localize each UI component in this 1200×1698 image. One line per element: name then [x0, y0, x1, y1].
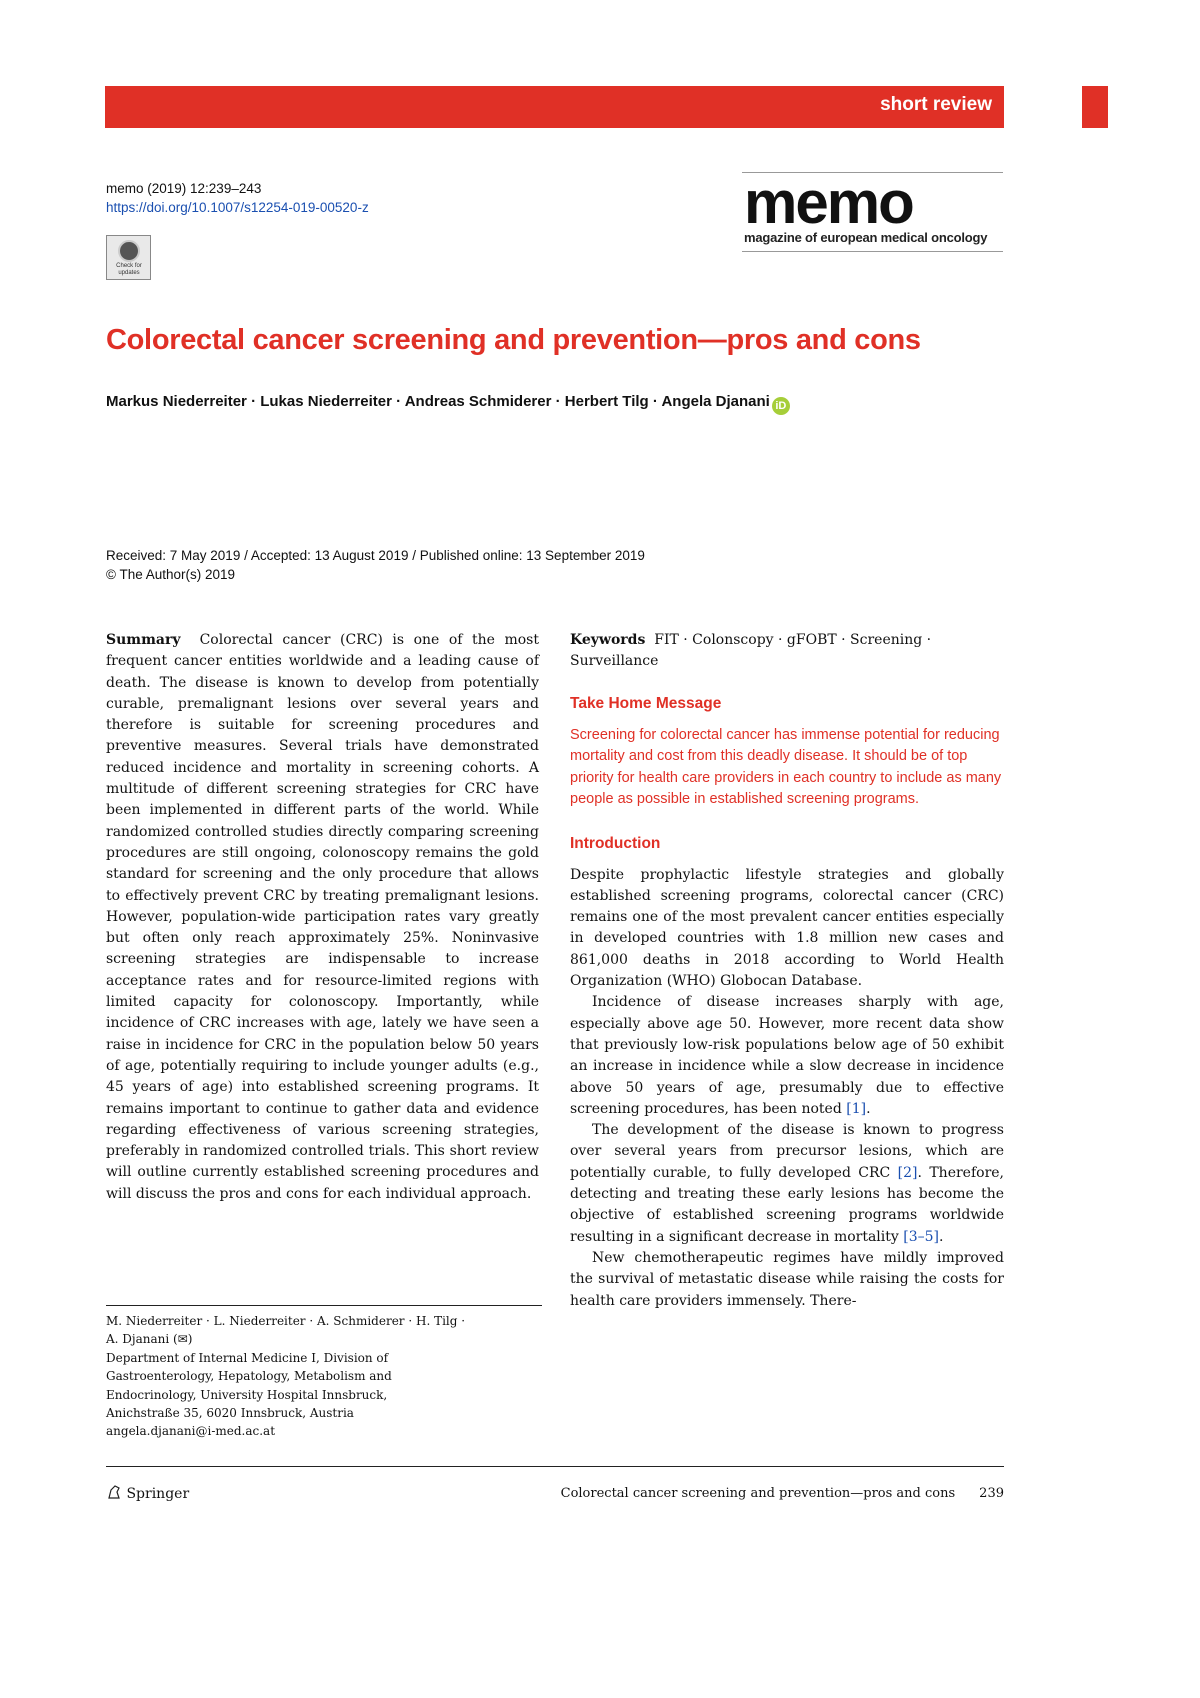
keywords-text: FIT · Colonscopy · gFOBT · Screening · Surveillance — [570, 632, 932, 670]
publication-dates — [106, 546, 645, 584]
crossmark-label: Check for updates — [116, 263, 142, 276]
section-label: short review — [880, 94, 992, 115]
crossmark-icon — [118, 240, 140, 262]
footer-divider — [106, 1466, 1004, 1467]
keywords-paragraph — [570, 630, 1004, 673]
intro-text: . — [866, 1100, 871, 1117]
affiliation-line: M. Niederreiter · L. Niederreiter · A. Schmiderer · H. Tilg · — [106, 1314, 466, 1328]
keywords-label: Keywords — [570, 632, 646, 648]
left-column — [106, 630, 539, 1205]
crossmark-badge[interactable] — [106, 235, 151, 280]
take-home-text: Screening for colorectal cancer has immense potential for reducing mortality and cost from this deadly disease. It should be of top priority for health care providers in each country to include as many people as possible in established screening programs. — [570, 726, 1002, 808]
affiliation-line: Gastroenterology, Hepatology, Metabolism and — [106, 1369, 392, 1384]
springer-horse-icon — [106, 1484, 122, 1500]
running-title: Colorectal cancer screening and prevention—pros and cons — [560, 1486, 956, 1501]
citation-link[interactable]: [3–5] — [903, 1228, 940, 1245]
email-link[interactable]: angela.djanani@i-med.ac.at — [106, 1424, 276, 1439]
intro-text: . — [939, 1228, 944, 1245]
intro-paragraph — [570, 992, 1004, 1120]
copyright-line: © The Author(s) 2019 — [106, 567, 236, 582]
summary-label: Summary — [106, 632, 181, 648]
affiliation-line: A. Djanani (✉) — [106, 1332, 193, 1347]
doi-link[interactable]: https://doi.org/10.1007/s12254-019-00520-z — [106, 200, 369, 215]
publisher-name: Springer — [126, 1486, 190, 1502]
take-home-heading: Take Home Message — [570, 694, 722, 712]
article-title: Colorectal cancer screening and prevention—pros and cons — [106, 324, 921, 356]
orcid-icon[interactable]: iD — [772, 397, 790, 415]
logo-word: memo — [744, 169, 913, 236]
summary-paragraph — [106, 630, 539, 1205]
citation-link[interactable]: [2] — [897, 1164, 918, 1181]
affiliation-line: Department of Internal Medicine I, Division of — [106, 1350, 389, 1365]
journal-citation: memo (2019) 12:239–243 — [106, 181, 262, 196]
running-footer — [561, 1486, 1004, 1501]
introduction-heading: Introduction — [570, 834, 661, 852]
citation-block — [106, 179, 369, 217]
introduction-body — [570, 865, 1004, 1312]
publisher-logo — [106, 1484, 189, 1502]
dates-line: Received: 7 May 2019 / Accepted: 13 August 2019 / Published online: 13 September 2019 — [106, 548, 645, 563]
affiliation-line: Anichstraße 35, 6020 Innsbruck, Austria — [106, 1406, 354, 1421]
affiliation-line: Endocrinology, University Hospital Innsbruck, — [106, 1387, 388, 1402]
side-tab-marker — [1082, 86, 1108, 128]
intro-text: The development of the disease is known to progress over several years from precursor lesions, which are potentially curable, to fully developed CRC — [570, 1122, 1004, 1181]
citation-link[interactable]: [1] — [846, 1100, 867, 1117]
section-banner — [105, 86, 1004, 128]
intro-text: . Therefore, detecting and treating these early lesions has become the objective of established screening programs worldwide resulting in a significant decrease in mortality — [570, 1164, 1004, 1245]
intro-paragraph: New chemotherapeutic regimes have mildly improved the survival of metastatic disease while raising the costs for health care providers immensely. There- — [570, 1249, 1004, 1309]
intro-paragraph — [570, 1120, 1004, 1248]
intro-text: Incidence of disease increases sharply with age, especially above age 50. However, more recent data show that previously low-risk populations below age of 50 exhibit an increase in incidence while a slow decrease in incidence above 50 years of age, presumably due to effective screening procedures, has been noted — [570, 994, 1004, 1117]
right-column — [570, 630, 1004, 1312]
author-names: Markus Niederreiter · Lukas Niederreiter · Andreas Schmiderer · Herbert Tilg · Angela Djanani — [106, 393, 770, 410]
journal-logo — [742, 169, 1003, 252]
summary-text: Colorectal cancer (CRC) is one of the most frequent cancer entities worldwide and a leading cause of death. The disease is known to develop from potentially curable, premalignant lesions over several years and therefore is suitable for screening procedures and preventive measures. Several trials have demonstrated reduced incidence and mortality in screening cohorts. A multitude of different screening strategies for CRC have been implemented in different parts of the world. While randomized controlled studies directly comparing screening procedures are still ongoing, colonoscopy remains the gold standard for screening and the only procedure that allows to effectively prevent CRC by treating premalignant lesions. However, population-wide participation rates vary greatly but often only reach approximately 25%. Noninvasive screening strategies are indispensable to increase acceptance rates and for resource-limited regions with limited capacity for colonoscopy. Importantly, while incidence of CRC increases with age, lately we have seen a raise in incidence for CRC in the population below 50 years of age, potentially requiring to include younger adults (e.g., 45 years of age) into established screening programs. It remains important to continue to gather data and evidence regarding effectiveness of various screening strategies, preferably in randomized controlled trials. This short review will outline currently established screening procedures and will discuss the pros and cons for each individual approach. — [106, 632, 539, 1202]
page-number: 239 — [979, 1486, 1004, 1501]
intro-paragraph: Despite prophylactic lifestyle strategies and globally established screening programs, colorectal cancer (CRC) remains one of the most prevalent cancer entities especially in developed countries with 1.8 million new cases and 861,000 deaths in 2018 according to World Health Organization (WHO) Globocan Database. — [570, 866, 1004, 990]
affiliation-footnote — [106, 1305, 542, 1441]
logo-subtitle: magazine of european medical oncology — [744, 230, 988, 245]
author-list — [106, 393, 790, 415]
